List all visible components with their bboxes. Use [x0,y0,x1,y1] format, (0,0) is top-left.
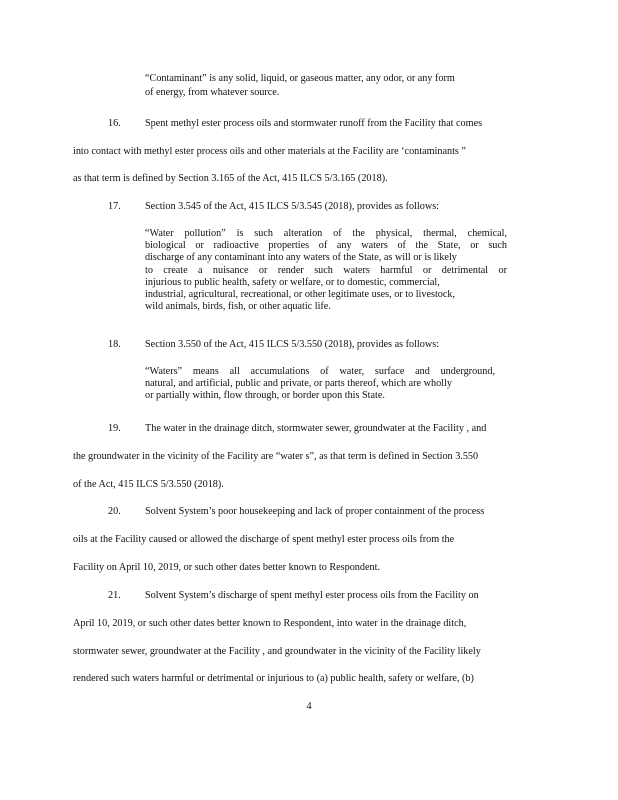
waters-quote-line: “Waters” means all accumulations of water, surface and underground, [145,366,495,377]
waters-quote-line: natural, and artificial, public and private, or parts thereof, which are wholly [145,378,452,390]
paragraph-16-line-2: into contact with methyl ester process oils and other materials at the Facility are ‘contaminants ” [73,146,466,157]
paragraph-19-line-1: The water in the drainage ditch, stormwater sewer, groundwater at the Facility , and [145,423,487,434]
water-pollution-definition-quote [145,228,507,313]
paragraph-19-number: 19. [108,423,121,434]
paragraph-17-intro: Section 3.545 of the Act, 415 ILCS 5/3.545 (2018), provides as follows: [145,201,439,212]
paragraph-21-line-3: stormwater sewer, groundwater at the Facility , and groundwater in the vicinity of the Facility likely [73,646,481,657]
paragraph-16-line-1: Spent methyl ester process oils and stormwater runoff from the Facility that comes [145,118,483,129]
paragraph-16-number: 16. [108,118,121,129]
paragraph-21-line-2: April 10, 2019, or such other dates better known to Respondent, into water in the drainage ditch, [73,618,467,629]
paragraph-21-line-1: Solvent System’s discharge of spent methyl ester process oils from the Facility on [145,590,479,601]
paragraph-20-line-2: oils at the Facility caused or allowed the discharge of spent methyl ester process oils from the [73,534,455,545]
contaminant-definition-line-1: “Contaminant” is any solid, liquid, or gaseous matter, any odor, or any form [145,73,455,84]
paragraph-17-number: 17. [108,201,121,212]
paragraph-21-line-4: rendered such waters harmful or detrimental or injurious to (a) public health, safety or welfare, (b) [73,673,474,684]
water-pollution-quote-line: “Water pollution” is such alteration of the physical, thermal, chemical, [145,228,507,239]
paragraph-20-line-3: Facility on April 10, 2019, or such other dates better known to Respondent. [73,562,380,573]
paragraph-18-intro: Section 3.550 of the Act, 415 ILCS 5/3.550 (2018), provides as follows: [145,339,439,350]
waters-quote-line: or partially within, flow through, or border upon this State. [145,390,385,402]
water-pollution-quote-line: biological or radioactive properties of any waters of the State, or such [145,240,507,252]
contaminant-definition-line-2: of energy, from whatever source. [145,87,280,98]
water-pollution-quote-line: wild animals, birds, fish, or other aquatic life. [145,301,331,313]
water-pollution-quote-line: to create a nuisance or render such waters harmful or detrimental or [145,264,507,276]
water-pollution-quote-line: discharge of any contaminant into any waters of the State, as will or is likely [145,252,457,264]
paragraph-20-line-1: Solvent System’s poor housekeeping and lack of proper containment of the process [145,506,485,517]
paragraph-21-number: 21. [108,590,121,601]
water-pollution-quote-line: injurious to public health, safety or welfare, or to domestic, commercial, [145,276,440,288]
paragraph-18-number: 18. [108,339,121,350]
paragraph-16-line-3: as that term is defined by Section 3.165 of the Act, 415 ILCS 5/3.165 (2018). [73,173,388,184]
paragraph-19-line-2: the groundwater in the vicinity of the Facility are “water s”, as that term is defined in Section 3.550 [73,451,479,462]
page-number: 4 [306,701,312,712]
paragraph-20-number: 20. [108,506,121,517]
waters-definition-quote [145,366,495,403]
water-pollution-quote-line: industrial, agricultural, recreational, or other legitimate uses, or to livestock, [145,289,456,301]
paragraph-19-line-3: of the Act, 415 ILCS 5/3.550 (2018). [73,479,224,490]
